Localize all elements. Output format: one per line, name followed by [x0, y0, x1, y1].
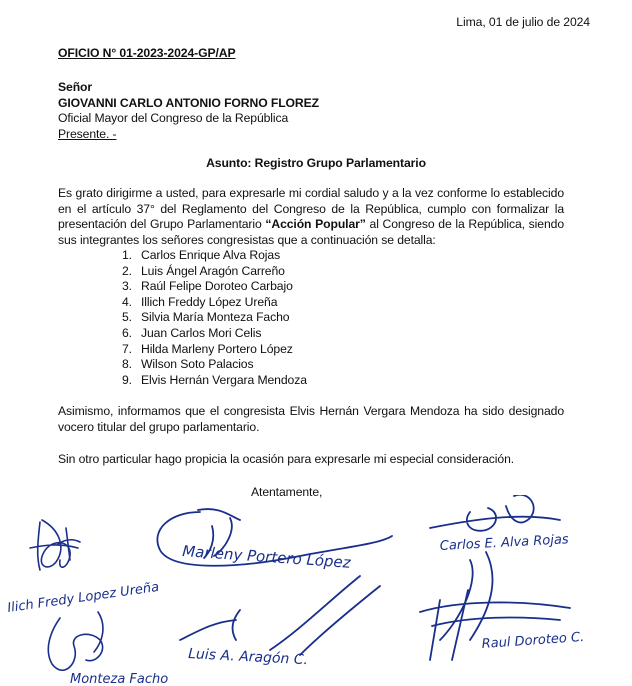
- signature-monteza-name: Monteza Facho: [70, 672, 169, 686]
- list-item: [122, 264, 307, 280]
- recipient-salutation: Señor: [58, 80, 93, 94]
- list-item-number: 7.: [122, 341, 132, 356]
- list-item: [122, 357, 307, 373]
- recipient-position: Oficial Mayor del Congreso de la República: [58, 111, 289, 126]
- signature-aragon-name: Luis A. Aragón C.: [187, 646, 309, 669]
- recipient-presente: Presente. -: [58, 126, 117, 141]
- intro-paragraph: [58, 186, 564, 248]
- group-name: “Acción Popular”: [265, 217, 366, 232]
- member-name: Carlos Enrique Alva Rojas: [141, 248, 281, 262]
- list-item-number: 8.: [122, 357, 132, 372]
- member-name: Illich Freddy López Ureña: [141, 294, 278, 309]
- list-item-number: 3.: [122, 279, 132, 294]
- member-name: Wilson Soto Palacios: [141, 357, 254, 372]
- recipient-name: GIOVANNI CARLO ANTONIO FORNO FLOREZ: [58, 95, 320, 110]
- list-item-number: 2.: [122, 263, 132, 278]
- signature-lopez: [30, 520, 80, 570]
- signatures-area: [0, 495, 632, 686]
- closing-salutation: Atentamente,: [251, 485, 323, 499]
- member-name: Juan Carlos Mori Celis: [141, 325, 262, 340]
- signature-monteza: [48, 612, 103, 670]
- member-name: Silvia María Monteza Facho: [141, 310, 290, 325]
- closing-paragraph: Sin otro particular hago propicia la ocasión para expresarle mi especial consideración.: [58, 452, 515, 466]
- spokesperson-paragraph: Asimismo, informamos que el congresista Elvis Hernán Vergara Mendoza ha sido designado vocero titular del grupo parlamentario.: [58, 404, 564, 434]
- signature-lopez-name: Ilich Fredy Lopez Ureña: [6, 579, 161, 616]
- list-item-number: 1.: [122, 248, 132, 262]
- member-name: Raúl Felipe Doroteo Carbajo: [141, 279, 293, 294]
- intro-text-2: al Congreso de la República, siendo sus integrantes los señores congresistas que a continuación se detalla:: [58, 217, 564, 247]
- oficio-reference: OFICIO N° 01-2023-2024-GP/AP: [58, 46, 236, 60]
- list-item: [122, 279, 307, 295]
- list-item: [122, 295, 307, 311]
- signature-aragon: [180, 576, 380, 655]
- members-list: [122, 248, 307, 388]
- letter-date: Lima, 01 de julio de 2024: [456, 15, 590, 29]
- signature-alva-name: Carlos E. Alva Rojas: [439, 532, 570, 554]
- list-item: [122, 326, 307, 342]
- list-item: [122, 310, 307, 326]
- list-item-number: 6.: [122, 325, 132, 340]
- letter-subject: Asunto: Registro Grupo Parlamentario: [206, 156, 426, 170]
- member-name: Hilda Marleny Portero López: [141, 341, 293, 356]
- list-item: [122, 342, 307, 358]
- member-name: Elvis Hernán Vergara Mendoza: [141, 372, 307, 387]
- list-item-number: 9.: [122, 372, 132, 387]
- list-item: [122, 373, 307, 389]
- intro-text-1: Es grato dirigirme a usted, para expresarle mi cordial saludo y a la vez conforme lo establecido en el artículo 37° del Reglamento del Congreso de la República, cumplo con formalizar la presentación del Grupo Parlamentario: [58, 186, 564, 232]
- list-item: [122, 248, 307, 264]
- recipient-block: [58, 80, 319, 142]
- list-item-number: 4.: [122, 294, 132, 309]
- signature-portero-name: Marleny Portero López: [181, 542, 352, 572]
- member-name: Luis Ángel Aragón Carreño: [141, 263, 285, 278]
- list-item-number: 5.: [122, 310, 132, 325]
- signature-doroteo-name: Raul Doroteo C.: [481, 629, 585, 652]
